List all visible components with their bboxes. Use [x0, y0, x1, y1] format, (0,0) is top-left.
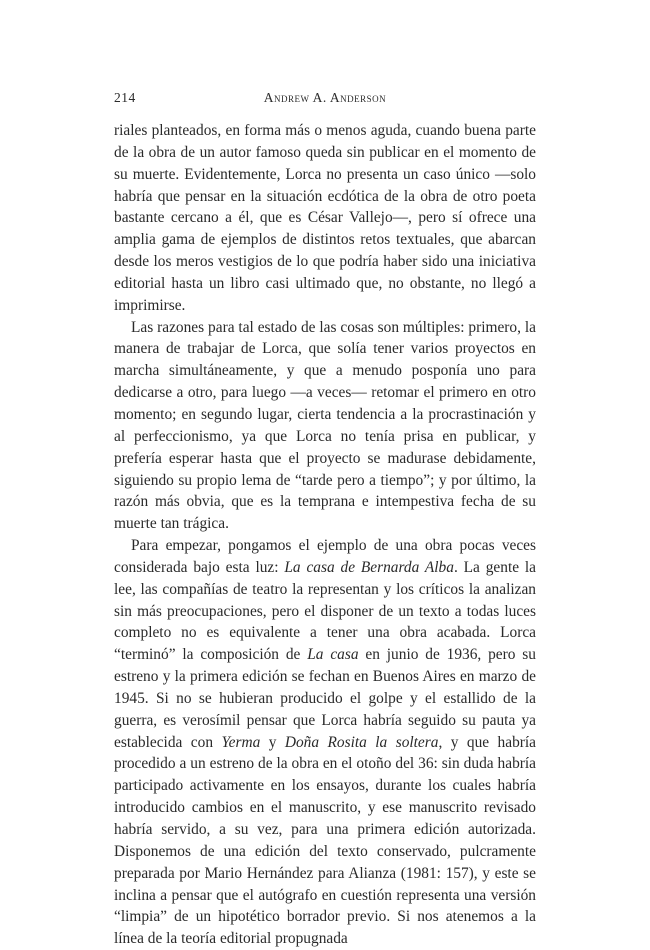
- running-head: [114, 90, 536, 116]
- body-text: [114, 120, 536, 950]
- text-run: riales planteados, en forma más o menos aguda, cuando buena parte de la obra de un autor famoso queda sin publicar en el momento de su muerte. Evidentemente, Lorca no presenta un caso único —solo habría que pensar en la situación ecdótica de la obra de otro poeta bastante cercano a él, que es César Vallejo—, pero sí ofrece una amplia gama de ejemplos de distintos retos textuales, que abarcan desde los meros vestigios de lo que podría haber sido una iniciativa editorial hasta un libro casi ultimado que, no obstante, no llegó a imprimirse.: [114, 122, 536, 314]
- text-run: , y que habría procedido a un estreno de la obra en el otoño del 36: sin duda habría participado activamente en los ensayos, durante los cuales habría introducido cambios en el manuscrito, y ese manuscrito revisado habría servido, a su vez, para una primera edición autorizada. Disponemos de una edición del texto conservado, pulcramente preparada por Mario Hernández para Alianza (1981: 157), y este se inclina a pensar que el autógrafo en cuestión representa una versión “limpia” de un hipotético borrador previo. Si nos atenemos a la línea de la teoría editorial propugnada: [114, 733, 537, 948]
- italic-title: Doña Rosita la soltera: [284, 733, 439, 751]
- page-number: 214: [114, 90, 136, 105]
- italic-title: La casa: [307, 646, 359, 664]
- book-page: [114, 90, 536, 950]
- paragraph: [114, 317, 536, 535]
- text-run: Para empezar, pongamos el ejemplo de una obra pocas veces considerada bajo esta luz:: [114, 537, 536, 576]
- text-run: y: [260, 733, 285, 751]
- text-run: Las razones para tal estado de las cosas son múltiples: primero, la manera de trabajar de Lorca, que solía tener varios proyectos en marcha simultáneamente, y que a menudo posponía uno para dedicarse a otro, para luego —a veces— retomar el primero en otro momento; en segundo lugar, cierta tendencia a la procrastinación y al perfeccionismo, ya que Lorca no tenía prisa en publicar, y prefería esperar hasta que el proyecto se madurase debidamente, siguiendo su propio lema de “tarde pero a tiempo”; y por último, la razón más obvia, que es la temprana e intempestiva fecha de su muerte tan trágica.: [114, 318, 536, 533]
- paragraph: [114, 120, 536, 317]
- text-run: en junio de 1936, pero su estreno y la primera edición se fechan en Buenos Aires en marzo de 1945. Si no se hubieran producido el golpe y el estallido de la guerra, es verosímil pensar que Lorca habría seguido su pauta ya establecida con: [114, 646, 536, 751]
- italic-title: Yerma: [221, 733, 261, 751]
- italic-title: La casa de Bernarda Alba: [284, 558, 454, 576]
- paragraph: [114, 535, 536, 950]
- text-run: . La gente la lee, las compañías de teatro la representan y los críticos la analizan sin más preocupaciones, pero el disponer de un texto a todas luces completo no es equivalente a tener una obra acabada. Lorca “terminó” la composición de: [114, 558, 536, 664]
- running-title: Andrew A. Anderson: [263, 90, 387, 105]
